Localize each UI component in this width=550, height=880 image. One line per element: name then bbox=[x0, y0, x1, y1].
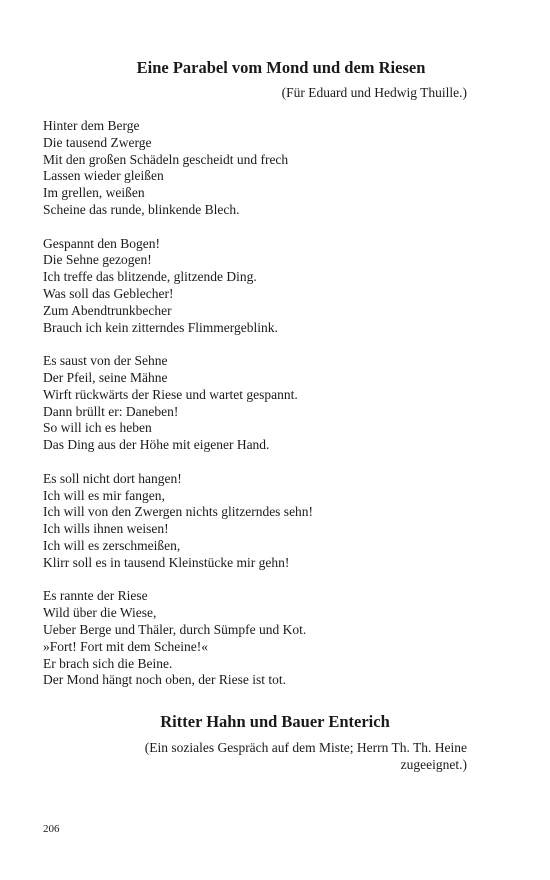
poem-line: Der Pfeil, seine Mähne bbox=[43, 369, 168, 385]
poem-title: Eine Parabel vom Mond und dem Riesen bbox=[136, 58, 426, 77]
poem-line: Klirr soll es in tausend Kleinstücke mir gehn! bbox=[43, 554, 290, 570]
poem-line: So will ich es heben bbox=[43, 420, 152, 436]
poem-line: Hinter dem Berge bbox=[43, 118, 140, 133]
poem-line: Gespannt den Bogen! bbox=[43, 235, 160, 251]
poem-line: Es rannte der Riese bbox=[43, 588, 148, 604]
poem-line: Ueber Berge und Thäler, durch Sümpfe und Kot. bbox=[43, 621, 307, 637]
stanza-3 bbox=[43, 353, 483, 454]
stanza-2 bbox=[43, 236, 483, 337]
poem-dedication: (Für Eduard und Hedwig Thuille.) bbox=[281, 85, 467, 100]
poem-line: Wirft rückwärts der Riese und wartet gespannt. bbox=[43, 386, 298, 402]
poem-line: Zum Abendtrunkbecher bbox=[43, 302, 172, 318]
poem-line: Dann brüllt er: Daneben! bbox=[43, 403, 179, 419]
poem-line: Mit den großen Schädeln gescheidt und frech bbox=[43, 151, 289, 167]
poem-line: Er brach sich die Beine. bbox=[43, 655, 173, 671]
poem-line: Ich treffe das blitzende, glitzende Ding. bbox=[43, 269, 257, 285]
poem-dedication-2: (Ein soziales Gespräch auf dem Miste; Herrn Th. Th. Heine zugeeignet.) bbox=[144, 740, 467, 772]
poem-line: Das Ding aus der Höhe mit eigener Hand. bbox=[43, 437, 270, 453]
poem-line: Was soll das Geblecher! bbox=[43, 285, 174, 301]
poem-line: Ich will von den Zwergen nichts glitzerndes sehn! bbox=[43, 504, 314, 520]
poem-line: Lassen wieder gleißen bbox=[43, 168, 164, 184]
poem-line: Es saust von der Sehne bbox=[43, 353, 168, 369]
page-number: 206 bbox=[43, 823, 60, 835]
stanza-1 bbox=[43, 118, 483, 219]
poem-line: Ich will es zerschmeißen, bbox=[43, 537, 181, 553]
poem-line: Wild über die Wiese, bbox=[43, 605, 157, 621]
poem-line: Im grellen, weißen bbox=[43, 185, 145, 201]
poem-line: Der Mond hängt noch oben, der Riese ist tot. bbox=[43, 672, 286, 688]
poem-line: »Fort! Fort mit dem Scheine!« bbox=[43, 638, 208, 654]
poem-line: Ich wills ihnen weisen! bbox=[43, 521, 169, 537]
poem-title-2: Ritter Hahn und Bauer Enterich bbox=[160, 712, 390, 731]
poem-line: Es soll nicht dort hangen! bbox=[43, 470, 182, 486]
poem-line: Die Sehne gezogen! bbox=[43, 252, 152, 268]
poem-body bbox=[43, 118, 483, 706]
poem-line: Brauch ich kein zitterndes Flimmergeblink. bbox=[43, 319, 278, 335]
stanza-5 bbox=[43, 588, 483, 689]
poem-line: Die tausend Zwerge bbox=[43, 134, 152, 150]
poem-line: Scheine das runde, blinkende Blech. bbox=[43, 201, 240, 217]
poem-line: Ich will es mir fangen, bbox=[43, 487, 165, 503]
stanza-4 bbox=[43, 471, 483, 572]
